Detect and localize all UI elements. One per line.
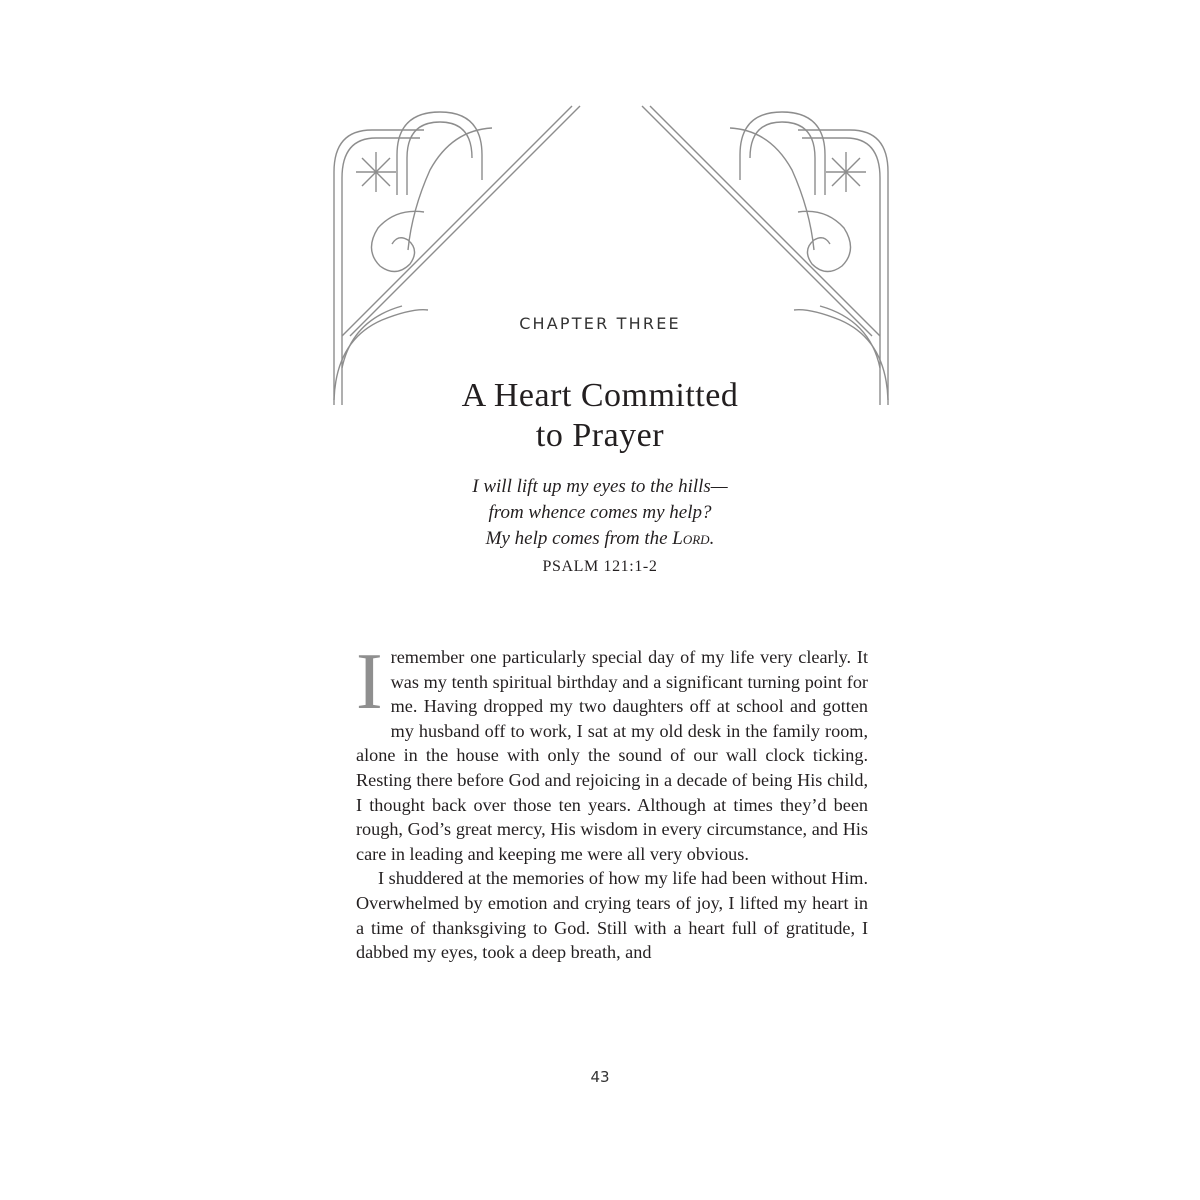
epigraph-line-3-suffix: . [709,528,715,549]
chapter-title [0,376,1200,456]
chapter-title-line-2: to Prayer [535,417,665,454]
epigraph-reference: PSALM 121:1-2 [542,558,658,575]
body-text [356,638,868,965]
chapter-label: CHAPTER THREE [519,314,681,333]
right-corner-ornament [640,100,910,410]
epigraph-lord-small-caps: Lord [672,528,710,549]
chapter-title-line-1: A Heart Committed [461,377,739,414]
paragraph-2: I shuddered at the memories of how my life had been without Him. Overwhelmed by emotion and crying tears of joy, I lifted my heart in a time of thanksgiving to God. Still with a heart full of gratitude, I dabbed my eyes, took a deep breath, and [356,868,868,963]
left-corner-ornament [312,100,582,410]
paragraph-1-text: remember one particularly special day of my life very clearly. It was my tenth spiritual birthday and a significant turning point for me. Having dropped my two daughters off at school and gotten my husband off to work, I sat at my old desk in the family room, alone in the house with only the sound of our wall clock ticking. Resting there before God and rejoicing in a decade of being His child, I thought back over those ten years. Although at times they’d been rough, God’s great mercy, His wisdom in every circumstance, and His care in leading and keeping me were all very obvious. [356,647,868,864]
right-ornament-graphic [640,100,910,410]
page-number: 43 [590,1068,610,1086]
drop-cap: I [356,638,383,726]
left-ornament-graphic [312,100,582,410]
epigraph-line-3 [0,526,1200,552]
epigraph-line-2: from whence comes my help? [488,502,712,523]
paragraph-1 [356,638,868,866]
epigraph [0,474,1200,576]
epigraph-line-1: I will lift up my eyes to the hills— [472,476,728,497]
epigraph-line-3-prefix: My help comes from the [485,528,673,549]
